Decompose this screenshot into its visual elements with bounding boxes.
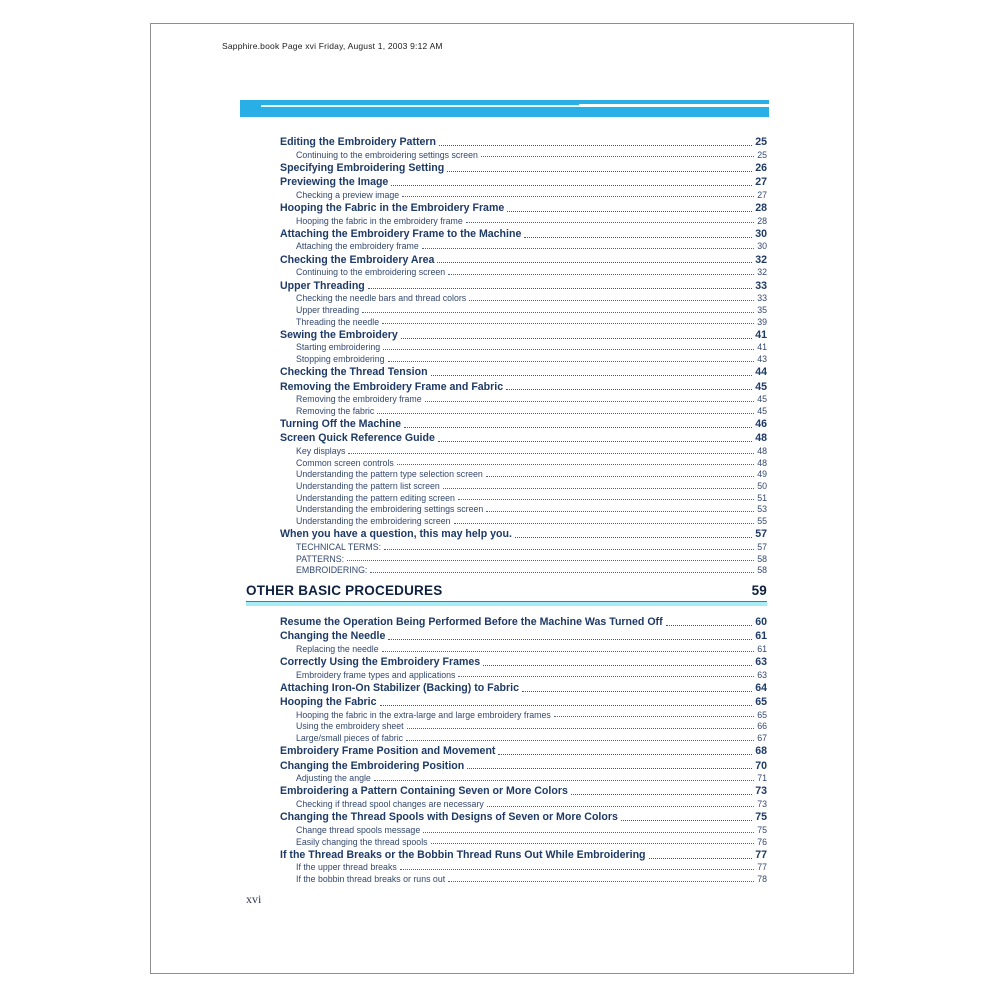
toc-entry	[246, 541, 767, 553]
toc-entry-title: Checking a preview image	[296, 189, 400, 200]
dot-leader	[481, 156, 754, 157]
toc-entry-page-number: 66	[757, 721, 767, 732]
toc-entry-page-number: 76	[757, 836, 767, 847]
toc-entry-page-number: 39	[757, 316, 767, 327]
toc-entry-page-number: 70	[755, 759, 767, 772]
dot-leader	[439, 145, 752, 146]
dot-leader	[571, 794, 752, 795]
toc-entry	[246, 503, 767, 515]
toc-entry	[246, 615, 767, 629]
toc-list-other-basic-procedures	[246, 615, 767, 885]
dot-leader	[348, 453, 754, 454]
toc-entry	[246, 431, 767, 445]
toc-entry-title: Upper Threading	[280, 279, 365, 292]
toc-entry-page-number: 45	[757, 394, 767, 405]
toc-entry-page-number: 46	[755, 418, 767, 431]
dot-leader	[507, 211, 752, 212]
dot-leader	[486, 476, 754, 477]
dot-leader	[448, 881, 754, 882]
toc-entry-title: Attaching the embroidery frame	[296, 241, 419, 252]
toc-entry-title: Checking the Embroidery Area	[280, 253, 435, 266]
toc-entry	[246, 201, 767, 215]
dot-leader	[466, 222, 754, 223]
toc-entry-title: Understanding the embroidering screen	[296, 516, 451, 527]
toc-entry-page-number: 44	[755, 366, 767, 379]
toc-entry	[246, 327, 767, 341]
dot-leader	[380, 705, 753, 706]
dot-leader	[621, 820, 752, 821]
toc-entry-title: Understanding the pattern type selection screen	[296, 469, 483, 480]
toc-entry-page-number: 27	[757, 189, 767, 200]
dot-leader	[486, 511, 754, 512]
toc-entry-page-number: 77	[757, 862, 767, 873]
toc-entry-title: Common screen controls	[296, 457, 394, 468]
toc-entry-page-number: 27	[755, 176, 767, 189]
toc-entry-title: Threading the needle	[296, 316, 380, 327]
toc-entry	[246, 732, 767, 744]
toc-entry	[246, 160, 767, 174]
toc-entry-title: Removing the Embroidery Frame and Fabric	[280, 380, 504, 393]
toc-entry	[246, 835, 767, 847]
toc-entry-title: Attaching the Embroidery Frame to the Machine	[280, 227, 522, 240]
dot-leader	[362, 312, 754, 313]
toc-entry	[246, 445, 767, 457]
dot-leader	[374, 780, 754, 781]
toc-entry-page-number: 78	[757, 874, 767, 885]
dot-leader	[454, 523, 755, 524]
toc-entry-page-number: 57	[757, 541, 767, 552]
dot-leader	[498, 754, 752, 755]
dot-leader	[666, 625, 753, 626]
manual-page	[150, 23, 854, 974]
toc-entry	[246, 456, 767, 468]
dot-leader	[431, 375, 753, 376]
toc-entry	[246, 303, 767, 315]
toc-entry-page-number: 25	[757, 149, 767, 160]
toc-entry-title: Key displays	[296, 445, 346, 456]
dot-leader	[388, 361, 755, 362]
toc-entry-page-number: 58	[757, 553, 767, 564]
toc-entry-title: Understanding the pattern list screen	[296, 481, 440, 492]
toc-entry-page-number: 50	[757, 481, 767, 492]
dot-leader	[458, 499, 754, 500]
toc-entry-page-number: 65	[755, 696, 767, 709]
toc-entry-page-number: 41	[757, 342, 767, 353]
toc-entry-page-number: 57	[755, 528, 767, 541]
dot-leader	[347, 560, 754, 561]
toc-entry-page-number: 33	[757, 293, 767, 304]
toc-entry-title: Starting embroidering	[296, 342, 381, 353]
dot-leader	[401, 338, 752, 339]
toc-entry-title: Attaching Iron-On Stabilizer (Backing) to Fabric	[280, 681, 519, 694]
toc-entry	[246, 365, 767, 379]
section-page-number: 59	[751, 582, 767, 598]
toc-entry	[246, 873, 767, 885]
dot-leader	[391, 185, 752, 186]
toc-entry-page-number: 30	[755, 227, 767, 240]
toc-entry-title: Previewing the Image	[280, 176, 389, 189]
toc-entry	[246, 847, 767, 861]
toc-entry	[246, 404, 767, 416]
toc-entry	[246, 515, 767, 527]
dot-leader	[377, 413, 754, 414]
toc-entry-page-number: 75	[757, 824, 767, 835]
toc-entry	[246, 552, 767, 564]
dot-leader	[649, 858, 753, 859]
toc-entry	[246, 252, 767, 266]
toc-entry	[246, 468, 767, 480]
toc-entry	[246, 491, 767, 503]
toc-entry-title: EMBROIDERING:	[296, 565, 368, 576]
toc-entry-title: Correctly Using the Embroidery Frames	[280, 656, 481, 669]
dot-leader	[483, 665, 752, 666]
toc-entry	[246, 188, 767, 200]
toc-entry-title: Specifying Embroidering Setting	[280, 161, 445, 174]
toc-entry-page-number: 45	[757, 405, 767, 416]
toc-entry-page-number: 64	[755, 681, 767, 694]
toc-entry-title: Adjusting the angle	[296, 773, 371, 784]
toc-entry-page-number: 35	[757, 304, 767, 315]
toc-entry	[246, 341, 767, 353]
toc-entry-title: Checking the needle bars and thread colors	[296, 293, 467, 304]
dot-leader	[554, 716, 754, 717]
toc-entry	[246, 214, 767, 226]
toc-entry	[246, 861, 767, 873]
toc-entry-title: Resume the Operation Being Performed Before the Machine Was Turned Off	[280, 616, 663, 629]
toc-entry-page-number: 32	[757, 267, 767, 278]
toc-entry-page-number: 49	[757, 469, 767, 480]
toc-entry	[246, 655, 767, 669]
toc-entry	[246, 681, 767, 695]
toc-entry-title: Hooping the Fabric	[280, 696, 377, 709]
toc-entry-title: Screen Quick Reference Guide	[280, 432, 435, 445]
toc-entry-page-number: 51	[757, 492, 767, 503]
toc-entry-title: Removing the embroidery frame	[296, 394, 422, 405]
toc-entry-title: When you have a question, this may help you.	[280, 528, 512, 541]
toc-entry	[246, 810, 767, 824]
dot-leader	[437, 262, 752, 263]
toc-entry	[246, 315, 767, 327]
toc-entry-title: If the Thread Breaks or the Bobbin Thread Runs Out While Embroidering	[280, 848, 646, 861]
toc-entry-page-number: 25	[755, 136, 767, 149]
toc-entry	[246, 720, 767, 732]
toc-entry	[246, 379, 767, 393]
dot-leader	[487, 806, 754, 807]
toc-entry	[246, 393, 767, 405]
page-number-footer: xvi	[246, 892, 262, 906]
toc-entry-page-number: 53	[757, 504, 767, 515]
toc-entry-page-number: 28	[755, 202, 767, 215]
toc-entry-title: PATTERNS:	[296, 553, 345, 564]
dot-leader	[423, 832, 754, 833]
toc-entry	[246, 417, 767, 431]
dot-leader	[425, 401, 755, 402]
dot-leader	[404, 427, 752, 428]
toc-entry	[246, 527, 767, 541]
toc-entry-title: Turning Off the Machine	[280, 418, 402, 431]
dot-leader	[524, 237, 752, 238]
dot-leader	[406, 740, 754, 741]
toc-entry	[246, 758, 767, 772]
toc-entry-page-number: 26	[755, 161, 767, 174]
toc-entry-title: Changing the Thread Spools with Designs of Seven or More Colors	[280, 811, 618, 824]
toc-entry	[246, 772, 767, 784]
toc-entry	[246, 695, 767, 709]
toc-entry	[246, 266, 767, 278]
chapter-accent-bar	[240, 100, 769, 117]
dot-leader	[467, 768, 752, 769]
dot-leader	[448, 274, 754, 275]
toc-entry-title: Changing the Embroidering Position	[280, 759, 465, 772]
toc-entry-page-number: 67	[757, 733, 767, 744]
toc-entry-title: Continuing to the embroidering screen	[296, 267, 446, 278]
dot-leader	[469, 300, 754, 301]
toc-entry-page-number: 28	[757, 215, 767, 226]
toc-entry-title: Hooping the fabric in the embroidery frame	[296, 215, 463, 226]
toc-entry	[246, 564, 767, 576]
accent-bar-pinstripe-bright	[579, 104, 769, 107]
toc-entry	[246, 668, 767, 680]
toc-entry-title: Checking the Thread Tension	[280, 366, 428, 379]
toc-entry-title: Embroidery frame types and applications	[296, 669, 456, 680]
toc-list-continued	[246, 135, 767, 576]
dot-leader	[443, 488, 754, 489]
toc-entry-page-number: 43	[757, 354, 767, 365]
dot-leader	[368, 288, 752, 289]
dot-leader	[447, 171, 752, 172]
toc-entry	[246, 798, 767, 810]
toc-entry-title: Easily changing the thread spools	[296, 836, 428, 847]
toc-entry-page-number: 60	[755, 616, 767, 629]
dot-leader	[370, 572, 754, 573]
toc-entry-title: Understanding the pattern editing screen	[296, 492, 455, 503]
toc-entry	[246, 292, 767, 304]
toc-entry-title: If the bobbin thread breaks or runs out	[296, 874, 446, 885]
toc-entry	[246, 784, 767, 798]
toc-entry-title: Change thread spools message	[296, 824, 421, 835]
toc-entry-title: Stopping embroidering	[296, 354, 385, 365]
toc-entry-title: Embroidering a Pattern Containing Seven or More Colors	[280, 785, 568, 798]
toc-entry-title: Embroidery Frame Position and Movement	[280, 745, 496, 758]
toc-entry-page-number: 68	[755, 745, 767, 758]
dot-leader	[402, 196, 754, 197]
print-header: Sapphire.book Page xvi Friday, August 1, 2003 9:12 AM	[222, 41, 443, 51]
toc-entry-page-number: 45	[755, 380, 767, 393]
dot-leader	[407, 728, 755, 729]
toc-entry-title: Replacing the needle	[296, 643, 379, 654]
dot-leader	[431, 843, 755, 844]
toc-entry	[246, 744, 767, 758]
toc-entry-page-number: 61	[755, 630, 767, 643]
toc-entry	[246, 135, 767, 149]
toc-entry-title: Hooping the Fabric in the Embroidery Frame	[280, 202, 505, 215]
toc-entry-page-number: 41	[755, 328, 767, 341]
toc-entry-page-number: 65	[757, 709, 767, 720]
toc-entry	[246, 175, 767, 189]
section-divider-rule	[246, 601, 767, 606]
toc-entry	[246, 629, 767, 643]
toc-entry-page-number: 33	[755, 279, 767, 292]
toc-entry-page-number: 73	[757, 799, 767, 810]
toc-entry	[246, 708, 767, 720]
toc-entry-page-number: 75	[755, 811, 767, 824]
toc-entry	[246, 823, 767, 835]
toc-entry-page-number: 48	[757, 457, 767, 468]
toc-entry-title: Removing the fabric	[296, 405, 375, 416]
dot-leader	[522, 691, 752, 692]
dot-leader	[388, 639, 752, 640]
toc-entry-title: Editing the Embroidery Pattern	[280, 136, 436, 149]
toc-entry	[246, 353, 767, 365]
toc-entry-title: Understanding the embroidering settings screen	[296, 504, 484, 515]
toc-entry-title: Checking if thread spool changes are necessary	[296, 799, 484, 810]
dot-leader	[383, 349, 754, 350]
toc-entry	[246, 278, 767, 292]
section-title: OTHER BASIC PROCEDURES	[246, 582, 443, 598]
toc-entry	[246, 148, 767, 160]
toc-entry-page-number: 48	[755, 432, 767, 445]
toc-entry-title: Changing the Needle	[280, 630, 386, 643]
dot-leader	[382, 651, 755, 652]
toc-entry	[246, 642, 767, 654]
toc-entry-title: Continuing to the embroidering settings screen	[296, 149, 478, 160]
dot-leader	[382, 323, 754, 324]
toc-entry-page-number: 71	[757, 773, 767, 784]
toc-entry-page-number: 48	[757, 445, 767, 456]
dot-leader	[384, 549, 754, 550]
toc-entry-page-number: 63	[755, 656, 767, 669]
table-of-contents	[246, 134, 767, 884]
toc-entry-title: Hooping the fabric in the extra-large and large embroidery frames	[296, 709, 551, 720]
dot-leader	[458, 676, 754, 677]
toc-entry-page-number: 32	[755, 253, 767, 266]
toc-entry-page-number: 61	[757, 643, 767, 654]
toc-entry	[246, 240, 767, 252]
dot-leader	[400, 869, 754, 870]
dot-leader	[506, 389, 752, 390]
toc-entry	[246, 480, 767, 492]
dot-leader	[515, 537, 752, 538]
toc-entry-page-number: 63	[757, 669, 767, 680]
toc-entry-title: Sewing the Embroidery	[280, 328, 398, 341]
toc-entry-page-number: 73	[755, 785, 767, 798]
toc-entry-title: Using the embroidery sheet	[296, 721, 404, 732]
toc-entry-page-number: 58	[757, 565, 767, 576]
toc-entry-page-number: 30	[757, 241, 767, 252]
dot-leader	[397, 464, 754, 465]
section-heading-row	[246, 583, 767, 598]
toc-entry-title: If the upper thread breaks	[296, 862, 397, 873]
toc-entry-page-number: 55	[757, 516, 767, 527]
dot-leader	[422, 248, 754, 249]
toc-entry-title: Large/small pieces of fabric	[296, 733, 404, 744]
toc-entry-title: Upper threading	[296, 304, 360, 315]
toc-entry-title: TECHNICAL TERMS:	[296, 541, 382, 552]
dot-leader	[438, 441, 752, 442]
toc-entry	[246, 226, 767, 240]
toc-entry-page-number: 77	[755, 848, 767, 861]
